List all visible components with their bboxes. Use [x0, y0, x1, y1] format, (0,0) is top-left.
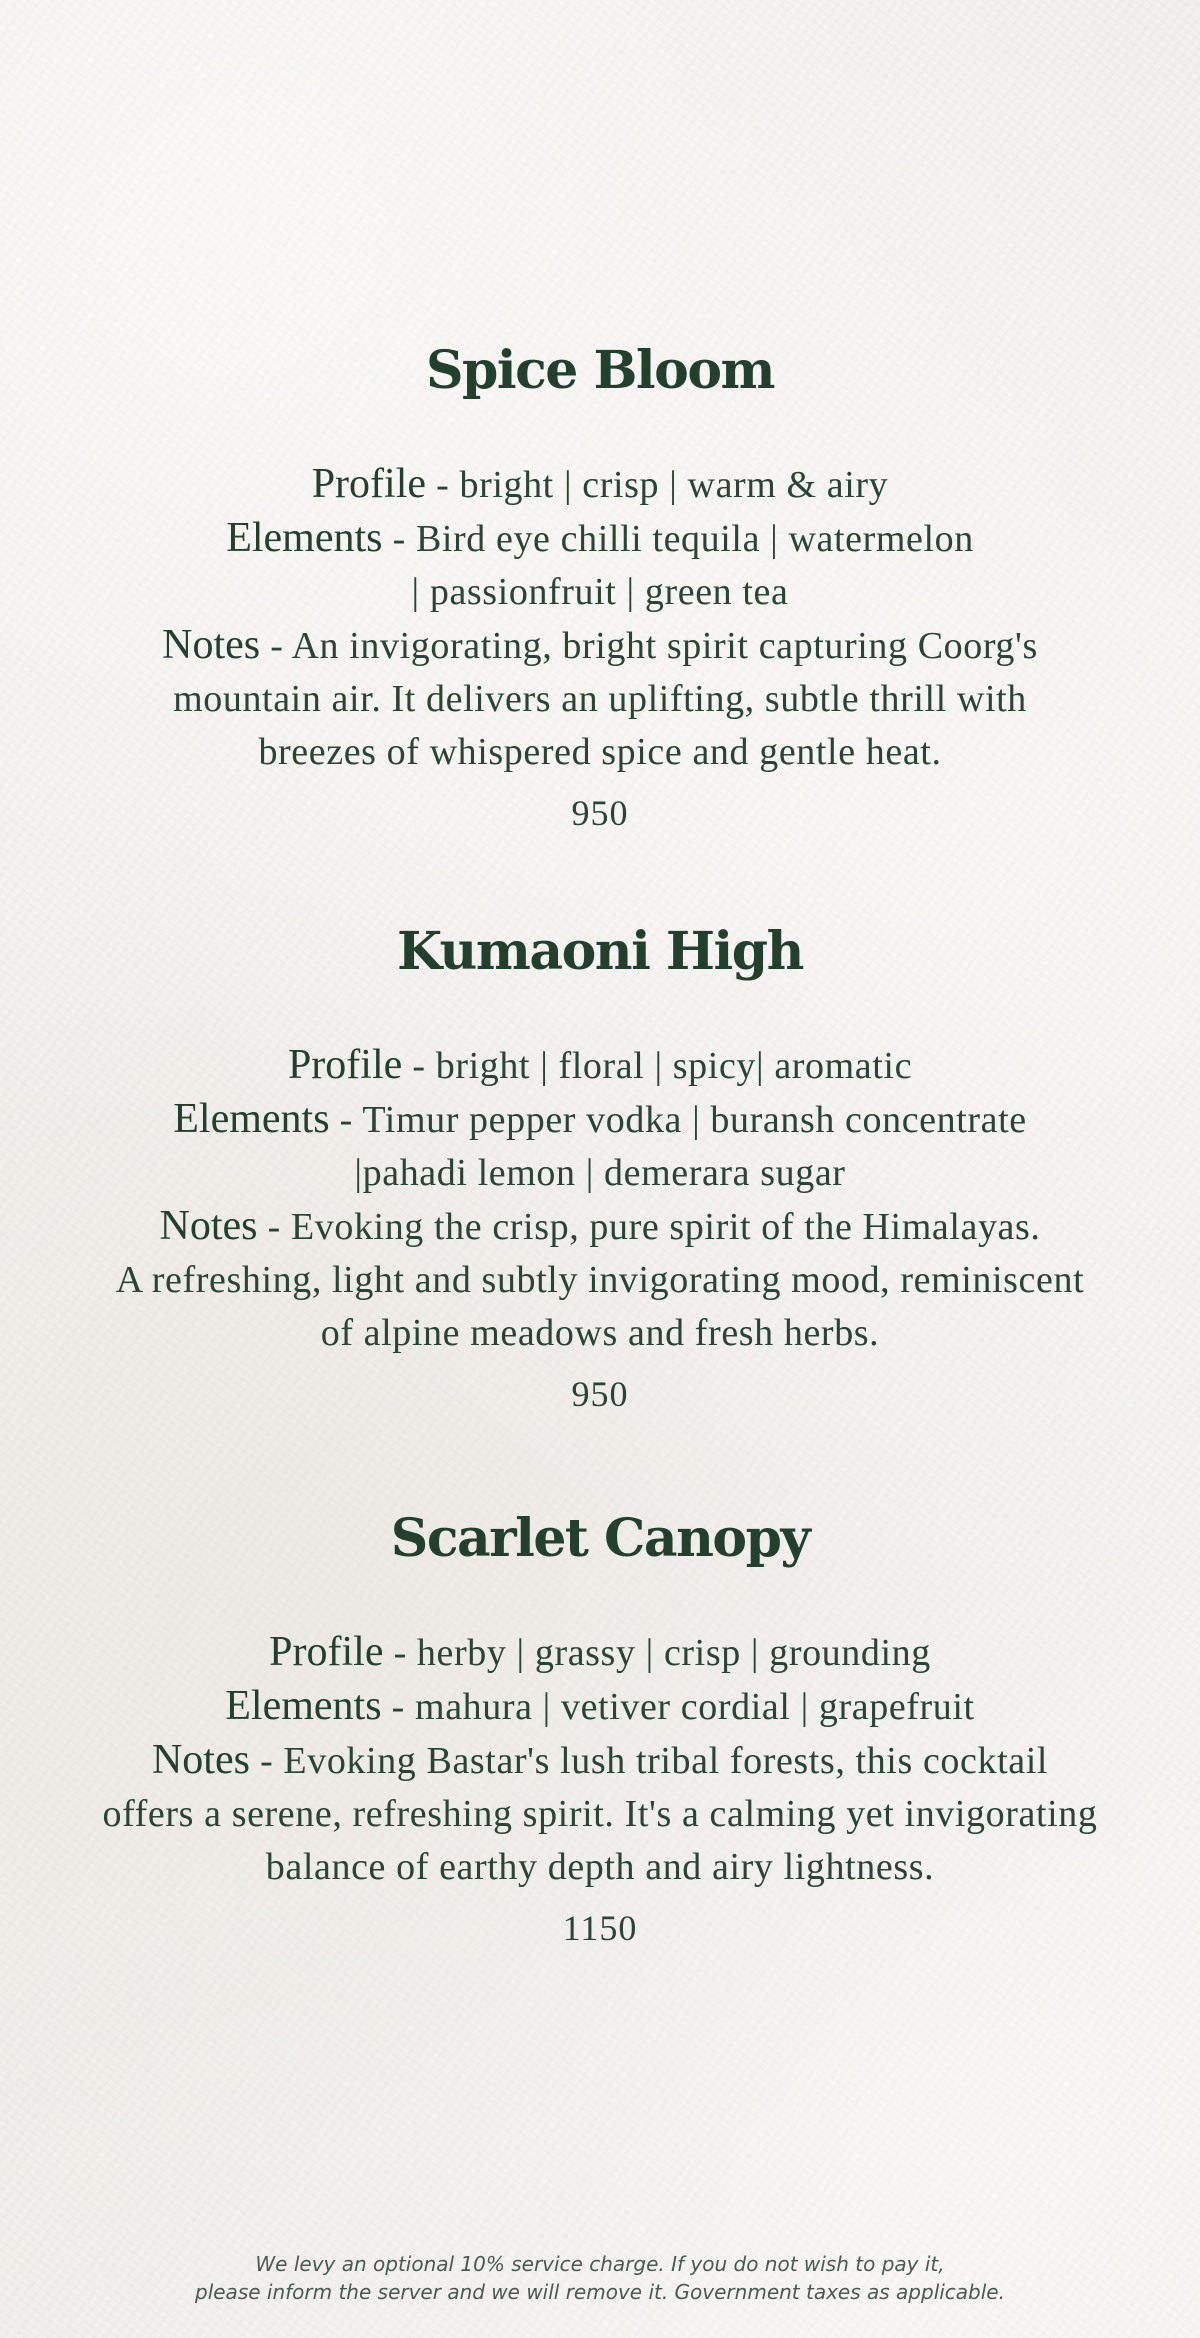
profile-text: - bright | floral | spicy| aromatic	[402, 1045, 913, 1087]
price: 1150	[562, 1908, 638, 1948]
notes-text: - Evoking the crisp, pure spirit of the Himalayas.	[257, 1206, 1041, 1248]
notes-line-continued: breezes of whispered spice and gentle heat.	[258, 731, 942, 773]
elements-line	[0, 512, 1200, 566]
notes-line	[0, 1734, 1200, 1788]
profile-line	[0, 458, 1200, 512]
elements-line-continued: |pahadi lemon | demerara sugar	[354, 1152, 846, 1194]
notes-label: Notes	[159, 1203, 258, 1249]
service-charge-note	[0, 2250, 1200, 2306]
footer-line: We levy an optional 10% service charge. If you do not wish to pay it,	[255, 2252, 945, 2276]
item-title: Scarlet Canopy	[390, 1508, 810, 1569]
menu-item-kumaoni-high	[0, 921, 1200, 1414]
item-title: Spice Bloom	[425, 340, 775, 401]
notes-line-continued: of alpine meadows and fresh herbs.	[320, 1312, 880, 1354]
elements-line	[0, 1680, 1200, 1734]
elements-text: - mahura | vetiver cordial | grapefruit	[381, 1686, 975, 1728]
item-details	[0, 458, 1200, 833]
profile-label: Profile	[311, 461, 427, 507]
notes-text: - An invigorating, bright spirit capturing Coorg's	[260, 625, 1038, 667]
profile-line	[0, 1039, 1200, 1093]
item-details	[0, 1039, 1200, 1414]
profile-line	[0, 1626, 1200, 1680]
notes-text: - Evoking Bastar's lush tribal forests, this cocktail	[249, 1740, 1049, 1782]
notes-label: Notes	[162, 622, 261, 668]
elements-text: - Timur pepper vodka | buransh concentrate	[329, 1099, 1027, 1141]
price: 950	[571, 1374, 629, 1414]
profile-text: - herby | grassy | crisp | grounding	[383, 1632, 931, 1674]
item-title: Kumaoni High	[397, 921, 803, 982]
profile-text: - bright | crisp | warm & airy	[426, 464, 889, 506]
price: 950	[571, 793, 629, 833]
notes-line-continued: A refreshing, light and subtly invigorating mood, reminiscent	[115, 1259, 1085, 1301]
footer-line: please inform the server and we will remove it. Government taxes as applicable.	[195, 2280, 1005, 2304]
elements-label: Elements	[226, 515, 383, 561]
profile-label: Profile	[287, 1042, 403, 1088]
menu-item-spice-bloom	[0, 340, 1200, 833]
notes-line	[0, 619, 1200, 673]
notes-line-continued: offers a serene, refreshing spirit. It's a calming yet invigorating	[102, 1793, 1098, 1835]
elements-label: Elements	[225, 1683, 382, 1729]
notes-label: Notes	[151, 1737, 250, 1783]
item-details	[0, 1626, 1200, 1948]
notes-line-continued: mountain air. It delivers an uplifting, subtle thrill with	[173, 678, 1027, 720]
menu-item-scarlet-canopy	[0, 1508, 1200, 1948]
notes-line	[0, 1200, 1200, 1254]
elements-line-continued: | passionfruit | green tea	[411, 571, 789, 613]
elements-line	[0, 1093, 1200, 1147]
elements-text: - Bird eye chilli tequila | watermelon	[382, 518, 974, 560]
notes-line-continued: balance of earthy depth and airy lightness.	[265, 1846, 935, 1888]
profile-label: Profile	[269, 1629, 384, 1675]
elements-label: Elements	[173, 1096, 330, 1142]
